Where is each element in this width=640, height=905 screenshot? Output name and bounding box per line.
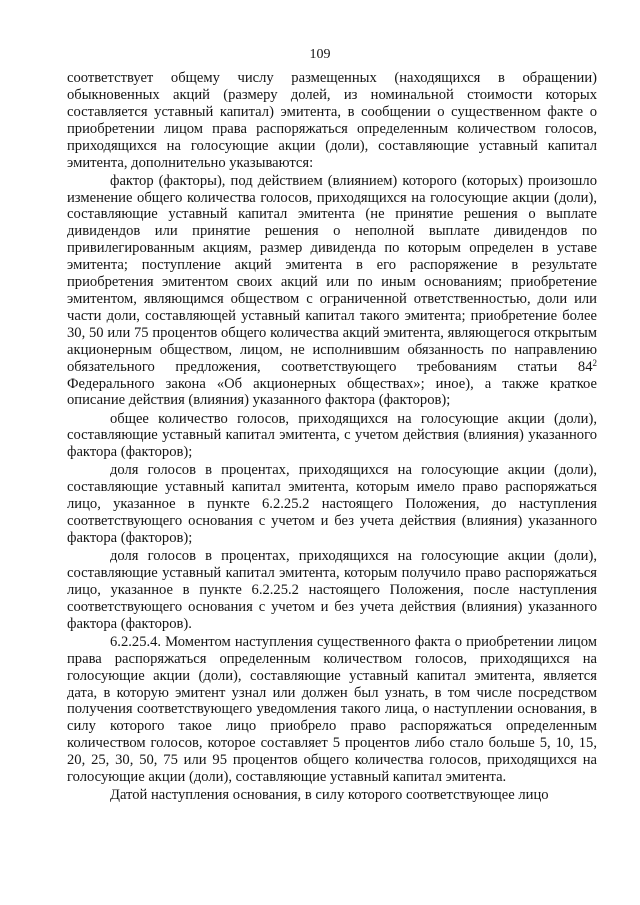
page-number: 109	[309, 47, 331, 62]
paragraph-6: 6.2.25.4. Моментом наступления существенного факта о приобретении лицом права распоряжаться определенным количеством голосов, приходящихся на голосующие акции (доли), составляющие уставный капитал эмитента, является дата, в которую эмитент узнал или должен был узнать, в том числе посредством получения соответствующего уведомления такого лица, о наступлении основания, в силу которого такое лицо приобрело право распоряжаться определенным количеством голосов, которое составляет 5 процентов либо стало больше 5, 10, 15, 20, 25, 30, 50, 75 или 95 процентов общего количества голосов, приходящихся на голосующие акции (доли), составляющие уставный капитал эмитента.	[67, 633, 597, 786]
paragraph-3: общее количество голосов, приходящихся на голосующие акции (доли), составляющие уставный капитал эмитента, с учетом действия (влияния) указанного фактора (факторов);	[67, 410, 597, 461]
paragraph-4: доля голосов в процентах, приходящихся на голосующие акции (доли), составляющие уставный капитал эмитента, которым имело право распоряжаться лицо, указанное в пункте 6.2.25.2 настоящего Положения, до наступления соответствующего основания с учетом и без учета действия (влияния) указанного фактора (факторов);	[67, 462, 597, 547]
document-body	[67, 70, 597, 804]
paragraph-2	[67, 173, 597, 410]
paragraph-2-text-end: Федерального закона «Об акционерных обществах»; иное), а также краткое описание действия (влияния) указанного фактора (факторов);	[67, 375, 597, 409]
paragraph-5: доля голосов в процентах, приходящихся на голосующие акции (доли), составляющие уставный капитал эмитента, которым получило право распоряжаться лицо, указанное в пункте 6.2.25.2 настоящего Положения, после наступления соответствующего основания с учетом и без учета действия (влияния) указанного фактора (факторов).	[67, 548, 597, 632]
paragraph-2-text-start: фактор (факторы), под действием (влиянием) которого (которых) произошло изменение общего количества голосов, приходящихся на голосующие акции (доли), составляющие уставный капитал эмитента (не принятие решения о выплате дивидендов или принятие решения о неполной выплате дивидендов по привилегированным акциям, размер дивиденда по которым определен в уставе эмитента; поступление акций эмитента в его распоряжение в результате приобретения эмитентом своих акций или по иным основаниям; приобретение эмитентом, являющимся обществом с ограниченной ответственностью, доли или части доли, составляющей уставный капитал такого эмитента; приобретение более 30, 50 или 75 процентов общего количества акций эмитента, являющегося открытым акционерным обществом, лицом, не исполнившим обязанность по направлению обязательного предложения, соответствующего требованиям статьи 84	[67, 172, 597, 375]
paragraph-1: соответствует общему числу размещенных (находящихся в обращении) обыкновенных акций (размеру долей, из номинальной стоимости которых составляется уставный капитал) эмитента, в сообщении о существенном факте о приобретении лицом права распоряжаться определенным количеством голосов, приходящихся на голосующие акции (доли), составляющие уставный капитал эмитента, дополнительно указываются:	[67, 70, 597, 171]
paragraph-7: Датой наступления основания, в силу которого соответствующее лицо	[110, 787, 549, 804]
article-superscript: 2	[592, 357, 597, 368]
